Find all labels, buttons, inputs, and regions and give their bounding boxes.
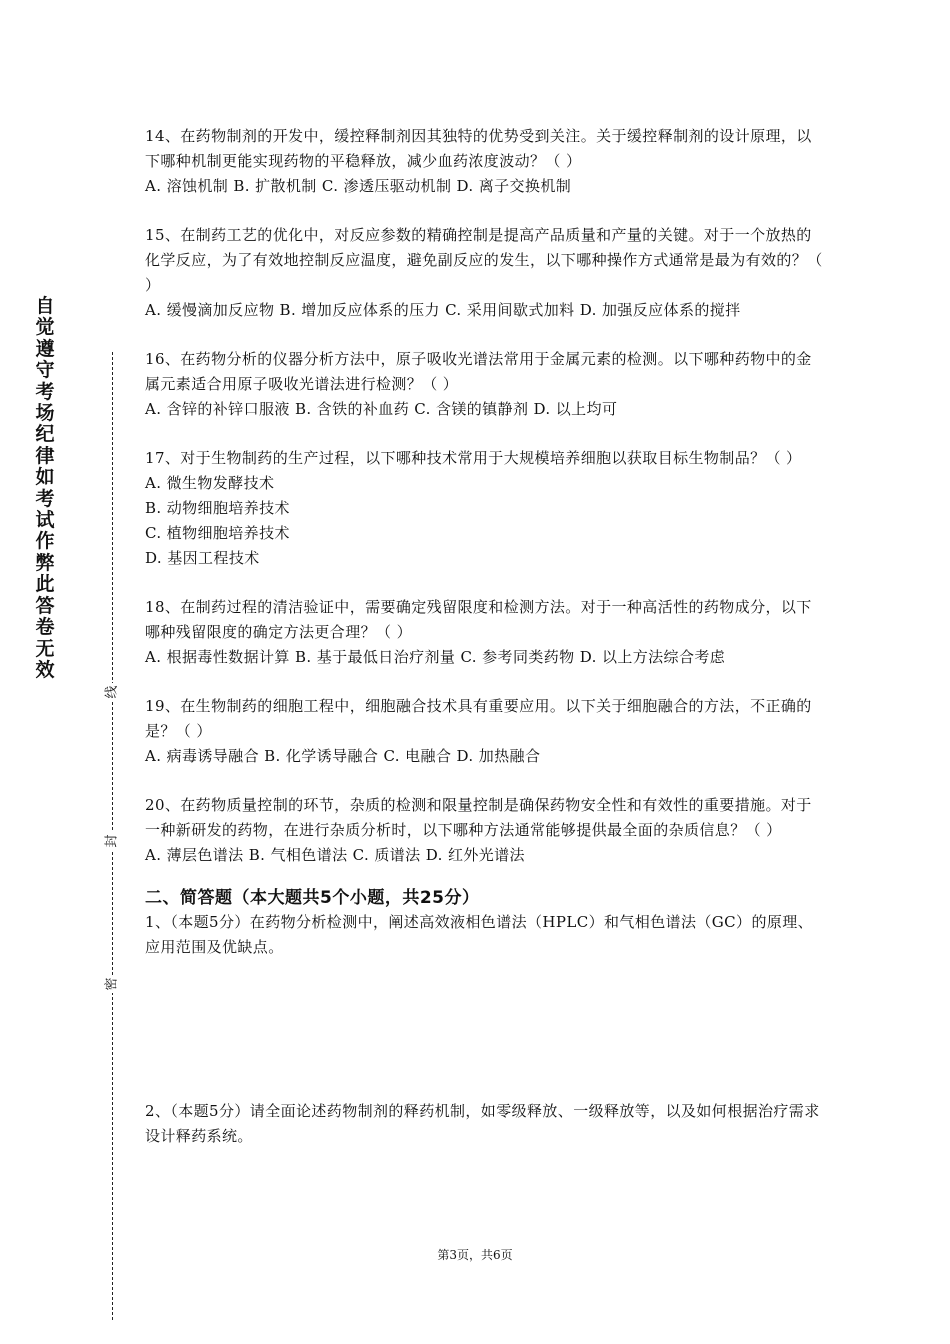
question-stem: 14、在药物制剂的开发中，缓控释制剂因其独特的优势受到关注。关于缓控释制剂的设计原理，以下哪种机制更能实现药物的平稳释放，减少血药浓度波动？（ ）: [145, 127, 812, 170]
question-content: [145, 124, 825, 1149]
question-stem: 16、在药物分析的仪器分析方法中，原子吸收光谱法常用于金属元素的检测。以下哪种药物中的金属元素适合用原子吸收光谱法进行检测？（ ）: [145, 350, 812, 393]
question-options: A. 缓慢滴加反应物 B. 增加反应体系的压力 C. 采用间歇式加料 D. 加强反应体系的搅拌: [145, 301, 741, 319]
answer-space: [145, 960, 825, 1099]
question-15: [145, 223, 825, 323]
question-stem: 17、对于生物制药的生产过程，以下哪种技术常用于大规模培养细胞以获取目标生物制品？（ ）: [145, 449, 802, 467]
question-14: [145, 124, 825, 199]
question-options: A. 含锌的补锌口服液 B. 含铁的补血药 C. 含镁的镇静剂 D. 以上均可: [145, 400, 618, 418]
question-stem: 18、在制药过程的清洁验证中，需要确定残留限度和检测方法。对于一种高活性的药物成分，以下哪种残留限度的确定方法更合理？（ ）: [145, 598, 812, 641]
question-18: [145, 595, 825, 670]
option-a: A. 微生物发酵技术: [145, 474, 275, 492]
short-answer-2: 2、（本题5分）请全面论述药物制剂的释药机制，如零级释放、一级释放等，以及如何根据治疗需求设计释药系统。: [145, 1102, 820, 1145]
exam-discipline-motto: 自觉遵守考场纪律如考试作弊此答卷无效: [35, 295, 55, 681]
question-17: [145, 446, 825, 571]
question-19: [145, 694, 825, 769]
binding-label-secret: 密: [104, 975, 122, 993]
question-options: A. 溶蚀机制 B. 扩散机制 C. 渗透压驱动机制 D. 离子交换机制: [145, 177, 572, 195]
question-options: A. 根据毒性数据计算 B. 基于最低日治疗剂量 C. 参考同类药物 D. 以上方法综合考虑: [145, 648, 726, 666]
option-d: D. 基因工程技术: [145, 549, 260, 567]
page-number: 第3页，共6页: [437, 1248, 513, 1262]
binding-label-line: 线: [104, 683, 122, 701]
section-title-short-answer: 二、简答题（本大题共5个小题，共25分）: [145, 888, 480, 908]
question-16: [145, 347, 825, 422]
short-answer-1: 1、（本题5分）在药物分析检测中，阐述高效液相色谱法（HPLC）和气相色谱法（GC）的原理、应用范围及优缺点。: [145, 913, 814, 956]
binding-label-seal: 封: [104, 832, 122, 850]
question-stem: 20、在药物质量控制的环节，杂质的检测和限量控制是确保药物安全性和有效性的重要措施。对于一种新研发的药物，在进行杂质分析时，以下哪种方法通常能够提供最全面的杂质信息？（ ）: [145, 796, 812, 839]
question-20: [145, 793, 825, 868]
option-c: C. 植物细胞培养技术: [145, 524, 290, 542]
question-options: A. 薄层色谱法 B. 气相色谱法 C. 质谱法 D. 红外光谱法: [145, 846, 525, 864]
question-options: A. 病毒诱导融合 B. 化学诱导融合 C. 电融合 D. 加热融合: [145, 747, 541, 765]
question-stem: 19、在生物制药的细胞工程中，细胞融合技术具有重要应用。以下关于细胞融合的方法，不正确的是？（ ）: [145, 697, 812, 740]
option-b: B. 动物细胞培养技术: [145, 499, 290, 517]
question-stem: 15、在制药工艺的优化中，对反应参数的精确控制是提高产品质量和产量的关键。对于一个放热的化学反应，为了有效地控制反应温度，避免副反应的发生，以下哪种操作方式通常是最为有效的？（ ）: [145, 226, 823, 294]
